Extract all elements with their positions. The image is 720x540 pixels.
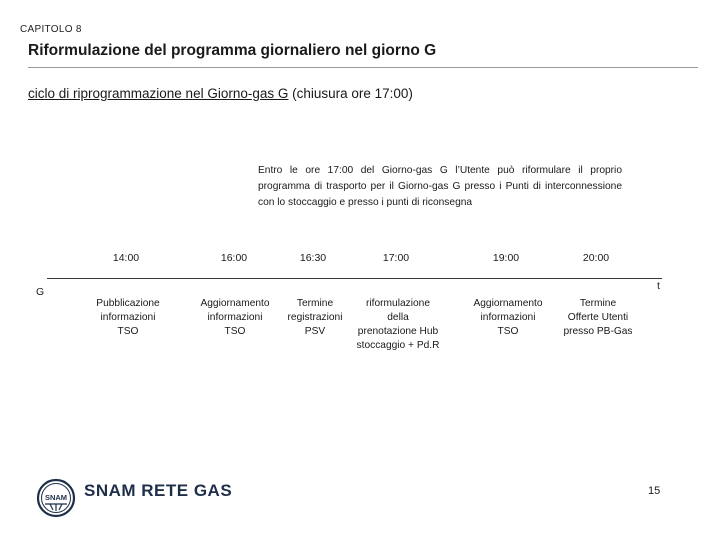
event-line: della xyxy=(387,312,409,323)
subtitle-underlined: ciclo di riprogrammazione nel Giorno-gas G xyxy=(28,86,289,101)
event-line: TSO xyxy=(224,326,246,337)
title-divider xyxy=(28,67,698,68)
event-line: Pubblicazione xyxy=(96,298,160,309)
timeline-event-1400 xyxy=(78,297,178,339)
event-line: presso PB-Gas xyxy=(563,326,633,337)
timeline-start-label: G xyxy=(36,286,45,298)
event-line: stoccaggio + Pd.R xyxy=(356,340,440,351)
time-label-1700: 17:00 xyxy=(382,252,410,264)
event-line: PSV xyxy=(304,326,326,337)
timeline-end-label: t xyxy=(657,280,660,292)
time-label-1630: 16:30 xyxy=(299,252,327,264)
logo-text: SNAM xyxy=(44,493,68,502)
time-label-1600: 16:00 xyxy=(220,252,248,264)
event-line: prenotazione Hub xyxy=(357,326,439,337)
time-label-2000: 20:00 xyxy=(582,252,610,264)
event-line: informazioni xyxy=(207,312,263,323)
timeline-event-1700 xyxy=(348,297,448,353)
page-number: 15 xyxy=(648,485,661,497)
subtitle-rest: (chiusura ore 17:00) xyxy=(288,86,413,101)
brand-name: SNAM RETE GAS xyxy=(84,481,233,500)
time-label-1400: 14:00 xyxy=(112,252,140,264)
event-line: Termine xyxy=(579,298,617,309)
timeline-event-1900 xyxy=(458,297,558,339)
event-line: Aggiornamento xyxy=(473,298,543,309)
time-label-1900: 19:00 xyxy=(492,252,520,264)
section-subtitle xyxy=(28,86,413,101)
event-line: Offerte Utenti xyxy=(567,312,629,323)
chapter-label: CAPITOLO 8 xyxy=(20,24,82,35)
timeline-event-2000 xyxy=(548,297,648,339)
event-line: TSO xyxy=(497,326,519,337)
event-line: riformulazione xyxy=(366,298,430,309)
description-note: Entro le ore 17:00 del Giorno-gas G l’Utente può riformulare il proprio programma di trasporto per il Giorno-gas G presso i Punti di interconnessione con lo stoccaggio e presso i punti di riconsegna xyxy=(258,165,622,208)
event-line: Aggiornamento xyxy=(200,298,270,309)
event-line: Termine xyxy=(296,298,334,309)
event-line: registrazioni xyxy=(287,312,343,323)
event-line: TSO xyxy=(117,326,139,337)
event-line: informazioni xyxy=(480,312,536,323)
snam-logo-icon xyxy=(36,478,76,523)
page-title: Riformulazione del programma giornaliero nel giorno G xyxy=(28,42,437,59)
timeline-axis xyxy=(47,278,662,279)
event-line: informazioni xyxy=(100,312,156,323)
